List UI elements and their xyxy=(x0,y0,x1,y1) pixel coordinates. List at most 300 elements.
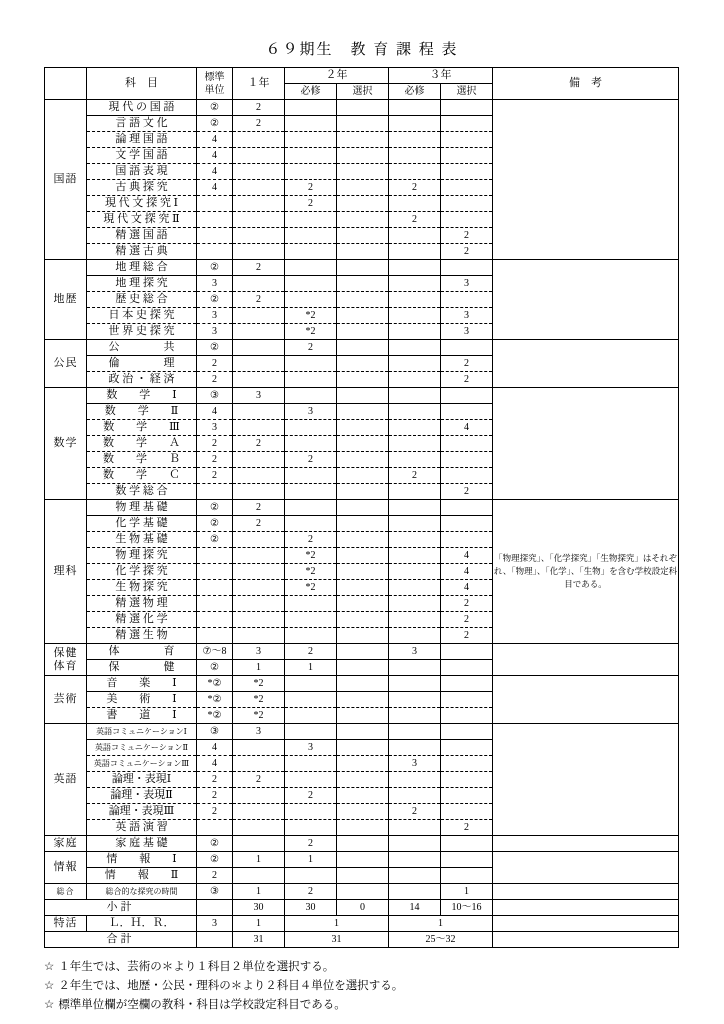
footnote-item xyxy=(44,977,680,996)
header-year2: ２年 xyxy=(285,68,389,84)
table-row xyxy=(45,836,679,852)
star-icon: ☆ xyxy=(44,961,55,973)
year3-elective-credits xyxy=(441,116,493,132)
footnote-text: 標準単位欄が空欄の教科・科目は学校設定科目である。 xyxy=(58,999,346,1011)
year2-required-credits: 2 xyxy=(285,532,337,548)
standard-credits xyxy=(197,628,233,644)
year3-required-credits: 2 xyxy=(389,804,441,820)
year3-elective-credits: 4 xyxy=(441,548,493,564)
standard-credits: 4 xyxy=(197,404,233,420)
year1-credits: 1 xyxy=(233,660,285,676)
year1-credits xyxy=(233,324,285,340)
year3-elective-credits: 4 xyxy=(441,420,493,436)
year3-required-credits xyxy=(389,372,441,388)
year3-required-credits xyxy=(389,196,441,212)
standard-credits: 4 xyxy=(197,164,233,180)
year3-required-credits: 2 xyxy=(389,468,441,484)
standard-credits: 2 xyxy=(197,452,233,468)
subtotal-year2-required: 30 xyxy=(285,900,337,916)
subject-name: 書 道 Ⅰ xyxy=(87,708,197,724)
subject-name: 現 代 文 探 究 Ⅱ xyxy=(87,212,197,228)
subject-name: 数 学 Ⅲ xyxy=(87,420,197,436)
year3-required-credits: 2 xyxy=(389,180,441,196)
standard-credits: ② xyxy=(197,836,233,852)
year2-elective-credits xyxy=(337,628,389,644)
subtotal-year2-elective: 0 xyxy=(337,900,389,916)
year2-elective-credits xyxy=(337,388,389,404)
year1-credits xyxy=(233,420,285,436)
subject-name: 現 代 文 探 究 Ⅰ xyxy=(87,196,197,212)
year3-elective-credits: 2 xyxy=(441,820,493,836)
header-year3: ３年 xyxy=(389,68,493,84)
year2-elective-credits xyxy=(337,788,389,804)
year2-required-credits xyxy=(285,468,337,484)
year2-elective-credits xyxy=(337,804,389,820)
standard-credits: ② xyxy=(197,292,233,308)
subject-name: 日 本 史 探 究 xyxy=(87,308,197,324)
table-body xyxy=(45,100,679,948)
year2-elective-credits xyxy=(337,756,389,772)
standard-credits: *② xyxy=(197,692,233,708)
year3-required-credits: 3 xyxy=(389,756,441,772)
year2-required-credits xyxy=(285,116,337,132)
year2-required-credits xyxy=(285,692,337,708)
year1-credits xyxy=(233,484,285,500)
standard-credits: 2 xyxy=(197,356,233,372)
subject-name: 情 報 Ⅰ xyxy=(87,852,197,868)
year2-required-credits: 2 xyxy=(285,884,337,900)
footnotes xyxy=(44,958,680,1015)
year3-elective-credits xyxy=(441,132,493,148)
year3-required-credits xyxy=(389,420,441,436)
year1-credits xyxy=(233,580,285,596)
subtotal-year3-elective: 10～16 xyxy=(441,900,493,916)
standard-credits xyxy=(197,228,233,244)
year1-credits xyxy=(233,212,285,228)
year2-elective-credits xyxy=(337,308,389,324)
year2-elective-credits xyxy=(337,532,389,548)
year2-required-credits: *2 xyxy=(285,580,337,596)
standard-credits xyxy=(197,548,233,564)
year2-elective-credits xyxy=(337,356,389,372)
year2-required-credits xyxy=(285,164,337,180)
year2-elective-credits xyxy=(337,180,389,196)
standard-credits: 4 xyxy=(197,148,233,164)
year3-required-credits xyxy=(389,692,441,708)
year2-elective-credits xyxy=(337,292,389,308)
header-standard-credits: 標準 単位 xyxy=(197,68,233,100)
year3-elective-credits: 4 xyxy=(441,580,493,596)
subject-area-8: 家庭 xyxy=(45,836,87,852)
subject-name: 数 学 Ⅱ xyxy=(87,404,197,420)
year1-credits xyxy=(233,612,285,628)
total-year3: 25～32 xyxy=(389,932,493,948)
subject-area-6: 芸術 xyxy=(45,676,87,724)
year3-elective-credits xyxy=(441,148,493,164)
subject-area-2: 公民 xyxy=(45,340,87,388)
year1-credits xyxy=(233,804,285,820)
year3-elective-credits xyxy=(441,436,493,452)
year2-elective-credits xyxy=(337,372,389,388)
subtotal-row xyxy=(45,900,679,916)
year3-required-credits xyxy=(389,516,441,532)
year1-credits xyxy=(233,628,285,644)
table-row xyxy=(45,340,679,356)
standard-credits: ② xyxy=(197,500,233,516)
subject-area-0: 国語 xyxy=(45,100,87,260)
year1-credits xyxy=(233,404,285,420)
remarks-cell xyxy=(493,260,679,340)
subject-name: 精 選 化 学 xyxy=(87,612,197,628)
year2-required-credits xyxy=(285,820,337,836)
standard-credits: 4 xyxy=(197,756,233,772)
subject-name: 保 健 xyxy=(87,660,197,676)
standard-credits: ⑦～8 xyxy=(197,644,233,660)
standard-credits: 2 xyxy=(197,772,233,788)
remarks-cell xyxy=(493,644,679,676)
subject-name: 生 物 探 究 xyxy=(87,580,197,596)
year1-credits xyxy=(233,532,285,548)
footnote-item xyxy=(44,996,680,1015)
year3-elective-credits: 2 xyxy=(441,372,493,388)
total-year2: 31 xyxy=(285,932,389,948)
year2-elective-credits xyxy=(337,468,389,484)
subtotal-standard xyxy=(197,900,233,916)
standard-credits: ② xyxy=(197,852,233,868)
subject-name: 精 選 国 語 xyxy=(87,228,197,244)
subject-name: 英語コミュニケーションⅡ xyxy=(87,740,197,756)
year2-required-credits xyxy=(285,772,337,788)
year3-required-credits xyxy=(389,628,441,644)
special-activities-row xyxy=(45,916,679,932)
year3-required-credits xyxy=(389,724,441,740)
header-year2-required: 必修 xyxy=(285,84,337,100)
star-icon: ☆ xyxy=(44,980,55,992)
year1-credits xyxy=(233,132,285,148)
year3-elective-credits: 1 xyxy=(441,884,493,900)
year2-required-credits: 2 xyxy=(285,340,337,356)
year3-elective-credits xyxy=(441,772,493,788)
year2-required-credits xyxy=(285,724,337,740)
standard-credits xyxy=(197,820,233,836)
year1-credits xyxy=(233,820,285,836)
year2-required-credits xyxy=(285,708,337,724)
subject-name: 数 学 総 合 xyxy=(87,484,197,500)
year3-required-credits xyxy=(389,788,441,804)
standard-credits: 3 xyxy=(197,420,233,436)
header-year1: １年 xyxy=(233,68,285,100)
year1-credits xyxy=(233,548,285,564)
year3-elective-credits xyxy=(441,292,493,308)
standard-credits: ② xyxy=(197,100,233,116)
year2-elective-credits xyxy=(337,100,389,116)
year3-elective-credits: 2 xyxy=(441,356,493,372)
year2-elective-credits xyxy=(337,548,389,564)
subject-name: 国 語 表 現 xyxy=(87,164,197,180)
year3-required-credits xyxy=(389,612,441,628)
year1-credits xyxy=(233,340,285,356)
header-area xyxy=(45,68,87,100)
year2-required-credits xyxy=(285,212,337,228)
standard-credits: 3 xyxy=(197,308,233,324)
year2-required-credits xyxy=(285,356,337,372)
subject-name: 体 育 xyxy=(87,644,197,660)
subject-name: 英語コミュニケーションⅢ xyxy=(87,756,197,772)
subject-name: 精 選 古 典 xyxy=(87,244,197,260)
standard-credits: ③ xyxy=(197,388,233,404)
year2-elective-credits xyxy=(337,436,389,452)
year2-required-credits xyxy=(285,484,337,500)
year3-required-credits xyxy=(389,148,441,164)
star-icon: ☆ xyxy=(44,999,55,1011)
year2-elective-credits xyxy=(337,260,389,276)
table-row xyxy=(45,884,679,900)
year3-required-credits xyxy=(389,772,441,788)
remarks-cell xyxy=(493,852,679,884)
table-row xyxy=(45,388,679,404)
year3-required-credits xyxy=(389,820,441,836)
lhr-note xyxy=(493,916,679,932)
year1-credits xyxy=(233,164,285,180)
year3-required-credits xyxy=(389,308,441,324)
year2-required-credits xyxy=(285,260,337,276)
year2-required-credits xyxy=(285,804,337,820)
year3-required-credits xyxy=(389,660,441,676)
standard-credits xyxy=(197,244,233,260)
year2-elective-credits xyxy=(337,340,389,356)
subject-name: 現 代 の 国 語 xyxy=(87,100,197,116)
year1-credits: 2 xyxy=(233,516,285,532)
year1-credits: 2 xyxy=(233,116,285,132)
year3-required-credits xyxy=(389,708,441,724)
year2-required-credits: 2 xyxy=(285,644,337,660)
standard-credits: ③ xyxy=(197,884,233,900)
year3-elective-credits xyxy=(441,868,493,884)
standard-credits: 3 xyxy=(197,276,233,292)
standard-credits: 3 xyxy=(197,324,233,340)
year3-required-credits xyxy=(389,100,441,116)
year2-elective-credits xyxy=(337,612,389,628)
year3-elective-credits xyxy=(441,756,493,772)
year2-required-credits xyxy=(285,228,337,244)
table-row xyxy=(45,676,679,692)
year2-elective-credits xyxy=(337,148,389,164)
standard-credits xyxy=(197,596,233,612)
year3-required-credits xyxy=(389,564,441,580)
year1-credits xyxy=(233,452,285,468)
year1-credits xyxy=(233,836,285,852)
year1-credits: 3 xyxy=(233,724,285,740)
year2-required-credits xyxy=(285,372,337,388)
year3-elective-credits xyxy=(441,388,493,404)
header-year3-elective: 選択 xyxy=(441,84,493,100)
year2-elective-credits xyxy=(337,196,389,212)
subject-name: 情 報 Ⅱ xyxy=(87,868,197,884)
subject-name: 論理・表現Ⅰ xyxy=(87,772,197,788)
year2-required-credits xyxy=(285,676,337,692)
subject-name: 数 学 Ａ xyxy=(87,436,197,452)
remarks-cell xyxy=(493,100,679,260)
standard-credits: ③ xyxy=(197,724,233,740)
standard-credits xyxy=(197,212,233,228)
subject-name: 地 理 総 合 xyxy=(87,260,197,276)
year2-required-credits: 2 xyxy=(285,788,337,804)
special-activities-area: 特活 xyxy=(45,916,87,932)
year2-elective-credits xyxy=(337,116,389,132)
year1-credits xyxy=(233,308,285,324)
year2-required-credits xyxy=(285,420,337,436)
subject-name: 数 学 Ｃ xyxy=(87,468,197,484)
footnote-item xyxy=(44,958,680,977)
subject-name: 英 語 演 習 xyxy=(87,820,197,836)
year2-elective-credits xyxy=(337,772,389,788)
standard-credits: ② xyxy=(197,532,233,548)
year2-required-credits xyxy=(285,292,337,308)
subject-name: 精 選 物 理 xyxy=(87,596,197,612)
year1-credits xyxy=(233,756,285,772)
year3-required-credits xyxy=(389,164,441,180)
year2-required-credits xyxy=(285,148,337,164)
year3-elective-credits xyxy=(441,452,493,468)
year3-elective-credits xyxy=(441,260,493,276)
year3-required-credits xyxy=(389,404,441,420)
year2-required-credits: 3 xyxy=(285,404,337,420)
page-title: ６９期生 教 育 課 程 表 xyxy=(265,42,459,58)
total-row xyxy=(45,932,679,948)
year1-credits xyxy=(233,276,285,292)
year2-required-credits: 2 xyxy=(285,180,337,196)
year3-elective-credits: 2 xyxy=(441,596,493,612)
year1-credits: 3 xyxy=(233,388,285,404)
year3-required-credits xyxy=(389,436,441,452)
year3-elective-credits: 3 xyxy=(441,324,493,340)
standard-credits: 2 xyxy=(197,804,233,820)
curriculum-table xyxy=(44,67,679,948)
year2-elective-credits xyxy=(337,484,389,500)
subject-area-5: 保健 体育 xyxy=(45,644,87,676)
year3-elective-credits: 2 xyxy=(441,484,493,500)
subject-name: 公 共 xyxy=(87,340,197,356)
footnote-text: １年生では、芸術の＊より１科目２単位を選択する。 xyxy=(58,961,335,973)
remarks-cell xyxy=(493,724,679,836)
year1-credits xyxy=(233,356,285,372)
year2-elective-credits xyxy=(337,564,389,580)
subject-name: 化 学 基 礎 xyxy=(87,516,197,532)
year3-required-credits xyxy=(389,388,441,404)
remarks-cell xyxy=(493,388,679,500)
year1-credits: 2 xyxy=(233,260,285,276)
year3-elective-credits xyxy=(441,100,493,116)
year3-elective-credits xyxy=(441,164,493,180)
year3-required-credits: 3 xyxy=(389,644,441,660)
subject-name: 物 理 基 礎 xyxy=(87,500,197,516)
standard-credits: 2 xyxy=(197,868,233,884)
year2-elective-credits xyxy=(337,516,389,532)
standard-credits: ② xyxy=(197,340,233,356)
year2-required-credits xyxy=(285,388,337,404)
year1-credits xyxy=(233,868,285,884)
year2-required-credits xyxy=(285,500,337,516)
special-activities-label: Ｌ．Ｈ．Ｒ． xyxy=(87,916,197,932)
subject-name: 総合的な探究の時間 xyxy=(87,884,197,900)
subject-name: 美 術 Ⅰ xyxy=(87,692,197,708)
year2-elective-credits xyxy=(337,820,389,836)
standard-credits: ② xyxy=(197,116,233,132)
standard-credits: ② xyxy=(197,516,233,532)
standard-credits: 2 xyxy=(197,468,233,484)
total-note xyxy=(493,932,679,948)
year2-elective-credits xyxy=(337,324,389,340)
year2-elective-credits xyxy=(337,420,389,436)
year1-credits: 3 xyxy=(233,644,285,660)
year3-elective-credits: 3 xyxy=(441,276,493,292)
year3-elective-credits xyxy=(441,180,493,196)
year3-elective-credits xyxy=(441,676,493,692)
subject-name: 音 楽 Ⅰ xyxy=(87,676,197,692)
year2-elective-credits xyxy=(337,164,389,180)
standard-credits xyxy=(197,484,233,500)
year3-required-credits xyxy=(389,884,441,900)
subject-name: 世 界 史 探 究 xyxy=(87,324,197,340)
subject-area-9: 情報 xyxy=(45,852,87,884)
header-year2-elective: 選択 xyxy=(337,84,389,100)
year3-required-credits xyxy=(389,260,441,276)
table-row xyxy=(45,500,679,516)
year2-elective-credits xyxy=(337,868,389,884)
subtotal-year3-required: 14 xyxy=(389,900,441,916)
year3-required-credits xyxy=(389,852,441,868)
footnote-text: ２年生では、地歴・公民・理科の＊より２科目４単位を選択する。 xyxy=(58,980,404,992)
year2-required-credits xyxy=(285,756,337,772)
year2-required-credits xyxy=(285,100,337,116)
year2-elective-credits xyxy=(337,692,389,708)
subject-name: 論 理 国 語 xyxy=(87,132,197,148)
remarks-cell xyxy=(493,340,679,388)
subject-name: 生 物 基 礎 xyxy=(87,532,197,548)
year1-credits: 1 xyxy=(233,884,285,900)
subject-name: 文 学 国 語 xyxy=(87,148,197,164)
subject-name: 論理・表現Ⅲ xyxy=(87,804,197,820)
year2-required-credits: *2 xyxy=(285,324,337,340)
year2-required-credits: 2 xyxy=(285,836,337,852)
year3-elective-credits: 2 xyxy=(441,244,493,260)
year3-required-credits xyxy=(389,676,441,692)
year3-required-credits xyxy=(389,244,441,260)
standard-credits: 4 xyxy=(197,132,233,148)
subject-name: 地 理 探 究 xyxy=(87,276,197,292)
subtotal-label: 小計 xyxy=(45,900,197,916)
year2-elective-credits xyxy=(337,836,389,852)
year3-required-credits xyxy=(389,532,441,548)
subject-area-1: 地歴 xyxy=(45,260,87,340)
year2-required-credits: 1 xyxy=(285,852,337,868)
standard-credits: ② xyxy=(197,660,233,676)
year2-required-credits xyxy=(285,868,337,884)
subject-area-7: 英語 xyxy=(45,724,87,836)
year3-required-credits xyxy=(389,356,441,372)
year1-credits xyxy=(233,788,285,804)
standard-credits: *② xyxy=(197,708,233,724)
year1-credits: 2 xyxy=(233,100,285,116)
year3-elective-credits xyxy=(441,740,493,756)
standard-credits xyxy=(197,580,233,596)
subject-name: 政 治 ・ 経 済 xyxy=(87,372,197,388)
year1-credits xyxy=(233,372,285,388)
subject-name: 数 学 Ⅰ xyxy=(87,388,197,404)
year3-required-credits xyxy=(389,452,441,468)
year2-elective-credits xyxy=(337,644,389,660)
year2-required-credits xyxy=(285,516,337,532)
